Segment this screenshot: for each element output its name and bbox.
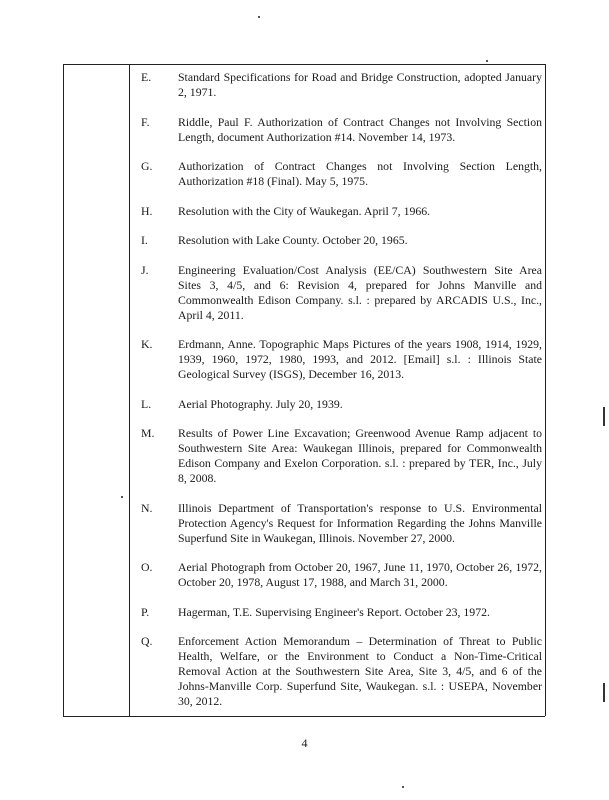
reference-letter: G.	[141, 159, 153, 173]
reference-letter: Q.	[141, 634, 153, 648]
reference-item	[130, 605, 542, 620]
scan-speck	[402, 786, 404, 788]
scan-speck	[258, 16, 260, 18]
reference-item	[130, 337, 542, 382]
reference-letter: P.	[141, 604, 150, 619]
reference-item	[130, 501, 542, 546]
reference-text: Aerial Photograph from October 20, 1967, June 11, 1970, October 26, 1972, October 20, 1978, August 17, 1988, and March 31, 2000.	[178, 560, 542, 589]
reference-text: Resolution with the City of Waukegan. April 7, 1966.	[178, 203, 431, 218]
reference-item	[130, 70, 542, 100]
scan-speck	[486, 60, 488, 62]
reference-letter: F.	[141, 114, 150, 129]
reference-item	[130, 263, 542, 323]
reference-letter: H.	[141, 203, 153, 218]
reference-item	[130, 426, 542, 486]
reference-list	[130, 70, 542, 724]
reference-letter: E.	[141, 70, 152, 84]
page-number: 4	[301, 736, 308, 750]
reference-letter: O.	[141, 560, 153, 574]
reference-item	[130, 159, 542, 189]
reference-item	[130, 560, 542, 590]
reference-text: Illinois Department of Transportation's response to U.S. Environmental Protection Agency's Request for Information Regarding the Johns Manville Superfund Site in Waukegan, Illinois. November 27, 2000.	[178, 500, 542, 545]
reference-item	[130, 115, 542, 145]
reference-item	[130, 397, 542, 412]
table-top-rule	[63, 64, 545, 65]
reference-letter: L.	[141, 396, 152, 411]
reference-text: Erdmann, Anne. Topographic Maps Pictures of the years 1908, 1914, 1929, 1939, 1960, 1972, 1980, 1993, and 2012. [Email] s.l. : Illinois State Geological Survey (ISGS), December 16, 2013.	[178, 337, 542, 381]
reference-letter: K.	[141, 337, 153, 351]
reference-text: Engineering Evaluation/Cost Analysis (EE/CA) Southwestern Site Area Sites 3, 4/5, and 6: Revision 4, prepared for Johns Manville and Commonwealth Edison Company. s.l. : prepared by ARCADIS U.S., Inc., April 4, 2011.	[178, 262, 542, 322]
reference-letter: M.	[141, 426, 155, 440]
reference-text: Enforcement Action Memorandum – Determination of Threat to Public Health, Welfare, or the Environment to Conduct a Non-Time-Critical Removal Action at the Southwestern Site Area, Site 3, 4/5, and 6 of the Johns-Manville Corp. Superfund Site, Waukegan. s.l. : USEPA, November 30, 2012.	[178, 634, 542, 708]
scan-speck	[121, 496, 123, 498]
reference-item	[130, 634, 542, 709]
scan-margin-mark	[603, 407, 605, 426]
reference-text: Results of Power Line Excavation; Greenwood Avenue Ramp adjacent to Southwestern Site Area: Waukegan Illinois, prepared for Commonwealth Edison Company and Exelon Corporation. s.l. : prepared by TER, Inc., July 8, 2008.	[178, 426, 542, 485]
table-right-border	[545, 64, 546, 716]
reference-item	[130, 204, 542, 219]
reference-letter: N.	[141, 500, 153, 515]
reference-item	[130, 233, 542, 248]
reference-text: Aerial Photography. July 20, 1939.	[178, 396, 343, 411]
scan-margin-mark	[603, 683, 605, 702]
reference-text: Hagerman, T.E. Supervising Engineer's Report. October 23, 1972.	[178, 604, 490, 619]
reference-letter: I.	[141, 233, 148, 247]
table-left-border	[63, 64, 64, 716]
reference-text: Resolution with Lake County. October 20, 1965.	[178, 233, 408, 247]
reference-letter: J.	[141, 262, 149, 277]
reference-text: Riddle, Paul F. Authorization of Contract Changes not Involving Section Length, document Authorization #14. November 14, 1973.	[178, 114, 542, 144]
reference-text: Authorization of Contract Changes not Involving Section Length, Authorization #18 (Final). May 5, 1975.	[178, 159, 542, 188]
reference-text: Standard Specifications for Road and Bridge Construction, adopted January 2, 1971.	[178, 70, 542, 99]
